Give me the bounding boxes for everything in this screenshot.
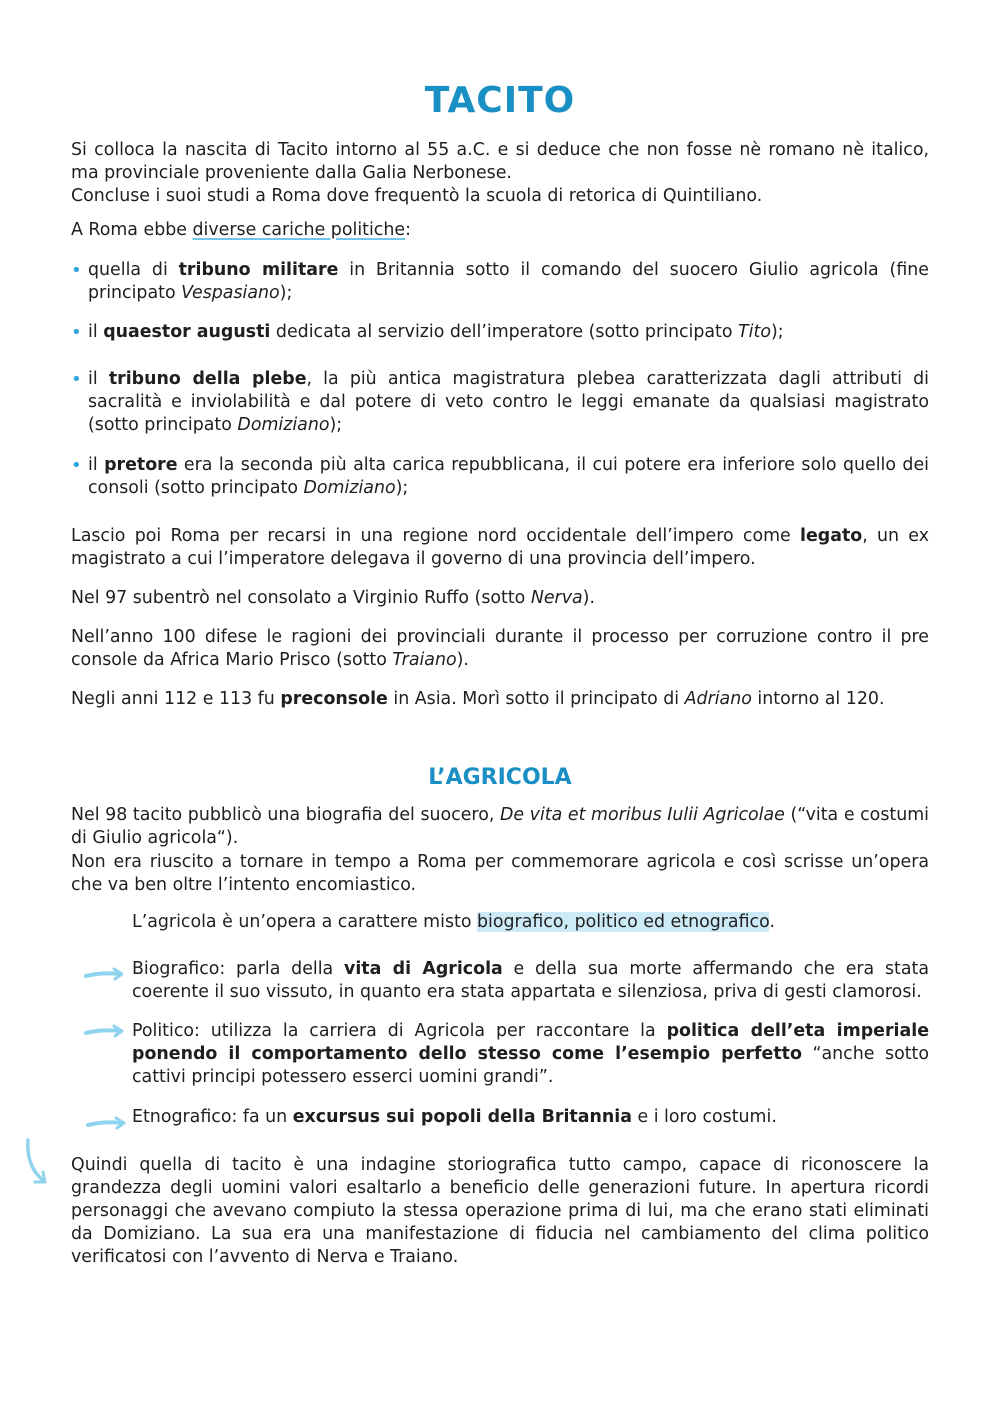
- agricola-paragraph-1: Nel 98 tacito pubblicò una biografia del suocero, De vita et moribus Iulii Agricolae (“vita e costumi di Giulio agricola“).: [71, 805, 929, 848]
- bullet-icon: •: [71, 322, 82, 343]
- intro-paragraph-1: Si colloca la nascita di Tacito intorno al 55 a.C. e si deduce che non fosse nè romano nè italico, ma provinciale proveniente dalla Galia Nerbonese.: [71, 140, 929, 183]
- politico-item: Politico: utilizza la carriera di Agricola per raccontare la politica dell’eta imperiale ponendo il comportamento dello stesso come l’esempio perfetto “anche sotto cattivi principi potessero esserci uomini grandi”.: [132, 1021, 929, 1087]
- arrow-right-icon: [86, 1115, 128, 1131]
- highlighted-phrase: biografico, politico ed etnografico: [477, 912, 770, 932]
- intro-colon: :: [405, 220, 411, 240]
- agricola-paragraph-3: L’agricola è un’opera a carattere misto biografico, politico ed etnografico.: [132, 912, 775, 932]
- final-paragraph: Quindi quella di tacito è una indagine storiografica tutto campo, capace di riconoscere la grandezza degli uomini valori esaltarlo a beneficio delle generazioni future. In apertura ricordi personaggi che avevano compiuto la stessa operazione prima di lui, ma che erano stati eliminati da Domiziano. La sua era una manifestazione di fiducia nel cambiamento del clima politico verificatosi con l’avvento di Nerva e Traiano.: [71, 1155, 929, 1267]
- preconsole-paragraph: Negli anni 112 e 113 fu preconsole in Asia. Morì sotto il principato di Adriano intorno al 120.: [71, 689, 885, 709]
- list-item-text: il pretore era la seconda più alta carica repubblicana, il cui potere era inferiore solo quello dei consoli (sotto principato Domiziano);: [88, 455, 929, 498]
- intro-text: A Roma ebbe: [71, 220, 193, 240]
- section-heading: L’AGRICOLA: [428, 765, 572, 790]
- agricola-paragraph-2: Non era riuscito a tornare in tempo a Roma per commemorare agricola e così scrisse un’opera che va ben oltre l’intento encomiastico.: [71, 852, 929, 895]
- underlined-phrase: diverse cariche politiche: [192, 220, 406, 240]
- list-item: [71, 321, 929, 344]
- list-item-text: il tribuno della plebe, la più antica magistratura plebea caratterizzata dagli attributi di sacralità e inviolabilità e dal potere di veto contro le leggi emanate da qualsiasi magistrato (sotto principato Domiziano);: [88, 369, 929, 435]
- processo-paragraph: Nell’anno 100 difese le ragioni dei provinciali durante il processo per corruzione contro il pre console da Africa Mario Prisco (sotto Traiano).: [71, 627, 929, 670]
- bullet-icon: •: [71, 455, 82, 476]
- bullet-icon: •: [71, 369, 82, 390]
- list-item: [71, 454, 929, 500]
- arrow-right-icon: [84, 1023, 126, 1039]
- curved-arrow-icon: [22, 1137, 52, 1189]
- bullet-icon: •: [71, 260, 82, 281]
- page-title: TACITO: [424, 80, 576, 121]
- etnografico-item: Etnografico: fa un excursus sui popoli della Britannia e i loro costumi.: [132, 1107, 777, 1127]
- intro-paragraph-2: Concluse i suoi studi a Roma dove frequentò la scuola di retorica di Quintiliano.: [71, 186, 763, 206]
- arrow-right-icon: [84, 966, 126, 982]
- biografico-item: Biografico: parla della vita di Agricola e della sua morte affermando che era stata coerente il suo vissuto, in quanto era stata appartata e silenziosa, priva di gesti clamorosi.: [132, 959, 930, 1002]
- consolato-paragraph: Nel 97 subentrò nel consolato a Virginio Ruffo (sotto Nerva).: [71, 588, 595, 608]
- list-item-text: il quaestor augusti dedicata al servizio dell’imperatore (sotto principato Tito);: [88, 322, 784, 342]
- list-item: [71, 368, 929, 437]
- list-item: [71, 259, 929, 305]
- list-item-text: quella di tribuno militare in Britannia sotto il comando del suocero Giulio agricola (fine principato Vespasiano);: [88, 260, 929, 303]
- intro-paragraph-3: [71, 219, 929, 242]
- legato-paragraph: Lascio poi Roma per recarsi in una regione nord occidentale dell’impero come legato, un ex magistrato a cui l’imperatore delegava il governo di una provincia dell’impero.: [71, 526, 929, 569]
